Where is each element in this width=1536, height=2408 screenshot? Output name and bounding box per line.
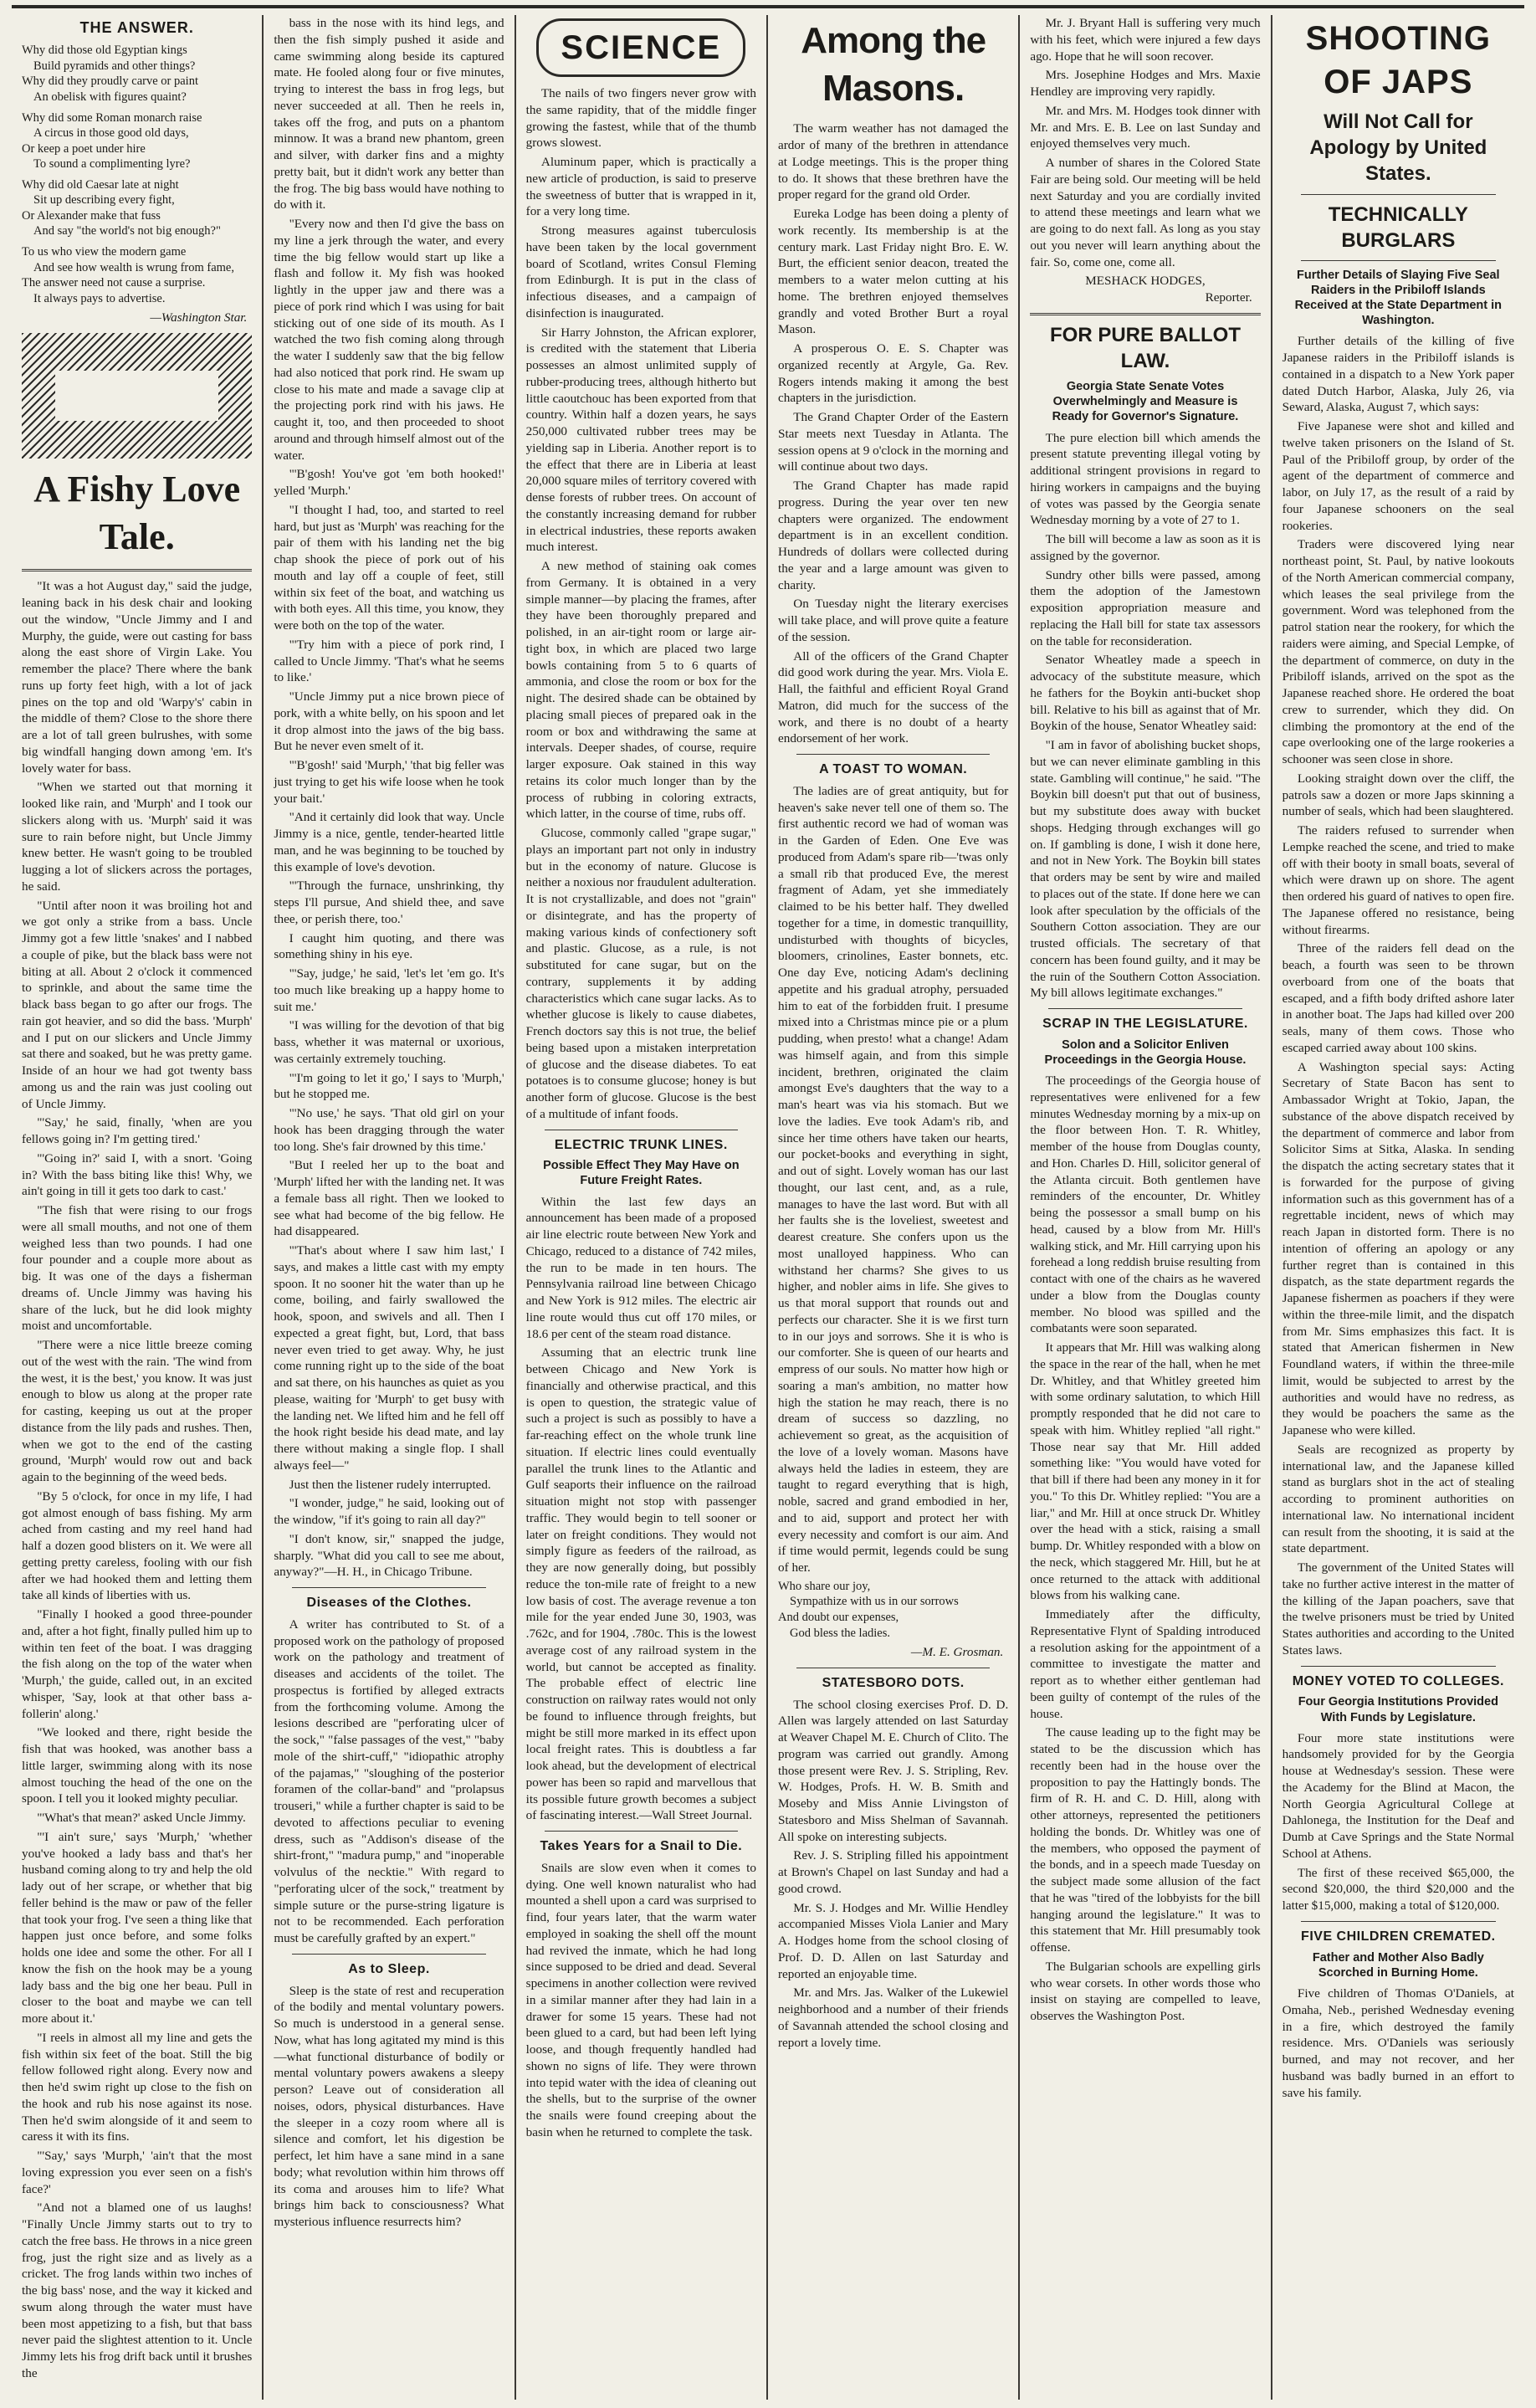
poem-line: To us who view the modern game <box>22 244 187 259</box>
paragraph: Mrs. Josephine Hodges and Mrs. Maxie Hendley are improving very rapidly. <box>1030 68 1261 99</box>
paragraph: "'Say, judge,' he said, 'let's let 'em go. It's too much like breaking up a happy home to suit me.' <box>274 966 504 1014</box>
scrap-body <box>1030 1073 1260 2025</box>
paragraph: Traders were discovered lying near northeast point, St. Paul, by native lookouts of the North American commercial company, which leases the seal privilege from the government. Word was telephoned from the patrol station near the rookery, for which the raiders were aiming, and Special Lempke, of the department of commerce, on duty in the Pribiloff islands, arrived on the spot as the Japanese reached shore. He ordered the boat crew to surrender, which they did. On climbing the promontory at the end of the cape overlooking one of the large rookeries a schooner was seen close in shore. <box>1282 537 1514 767</box>
divider <box>796 754 990 755</box>
divider <box>1048 1008 1242 1009</box>
poem-line: Why did those old Egyptian kings <box>22 44 187 58</box>
masons-body <box>778 120 1008 747</box>
scrap-title: SCRAP IN THE LEGISLATURE. <box>1042 1017 1248 1031</box>
poem-line: A circus in those good old days, <box>33 126 189 141</box>
japs-title: SHOOTING OF JAPS <box>1305 20 1491 100</box>
sleep-title: As to Sleep. <box>348 1961 430 1976</box>
paragraph: Snails are slow even when it comes to dying. One well known naturalist who had mounted a shell upon a card was surprised to find, four years later, that the warm water employed in soaking the shell off the mount had revived the inmate, which he had long since supposed to be dried and dead. Several specimens in another collection were revived in a similar manner after they had lain in a drawer for some 15 years. These had not been glued to a card, but had been left lying loose, and though frequently handled had shown no signs of life. They were thrown into tepid water with the idea of cleaning out the shells, but to the surprise of the owner the snails were found creeping about the basin when he returned to complete the task. <box>525 1860 756 2139</box>
electric-trunk-body <box>526 1194 756 1825</box>
snail-body <box>526 1860 756 2141</box>
answer-byline: —Washington Star. <box>150 310 248 325</box>
paragraph: "'B'gosh!' said 'Murph,' 'that big feller was just trying to get his wife loose when he took your bait.' <box>274 758 504 806</box>
paragraph: "I was willing for the devotion of that big bass, whether it was maternal or uxorious, was certainly extremely touching. <box>274 1018 504 1066</box>
fishy-love-tale-continued <box>274 15 504 1581</box>
statesboro-title: STATESBORO DOTS. <box>822 1675 965 1690</box>
snail-title: Takes Years for a Snail to Die. <box>540 1839 743 1854</box>
paragraph: Seals are recognized as property by international law, and the Japanese killed stand as burglars shot in the act of stealing according to prominent authorities on international law. No international incident can result from the shooting, it is said at the state department. <box>1282 1442 1514 1556</box>
diseases-title: Diseases of the Clothes. <box>306 1596 472 1610</box>
paragraph: "It was a hot August day," said the judge, leaning back in his desk chair and looking out the window, "Uncle Jimmy and I and Murphy, the guide, were out casting for bass along the east shore of Virgin Lake. You remember the place? There where the bank runs up forty feet high, with a lot of jack pines on the top and old 'Warpy's' cabin in the middle of them? Close to the shore there are a lot of tall green bulrushes, with some big windfall hanging down among 'em. It's lovely water for bass. <box>22 579 253 776</box>
signature: MESHACK HODGES, <box>1085 274 1206 289</box>
paragraph: "We looked and there, right beside the fish that was hooked, was another bass a little larger, swimming along with its nose almost touching the head of the one on the spoon. I tell you it looked mighty peculiar. <box>22 1725 253 1806</box>
paragraph: The warm weather has not damaged the ardor of many of the brethren in attendance at Lodge meetings. This is the proper thing to do. It shows that these brethren have the proper regard for the grand old Order. <box>778 121 1009 202</box>
paragraph: Mr. S. J. Hodges and Mr. Willie Hendley accompanied Misses Viola Lanier and Mary A. Hodges home from the school closing of Prof. D. D. Allen on last Saturday and reported an enjoyable time. <box>778 1900 1009 1981</box>
science-header <box>526 18 756 77</box>
poem-line: An obelisk with figures quaint? <box>33 90 187 105</box>
scrap-deck: Solon and a Solicitor Enliven Proceedings in the Georgia House. <box>1044 1037 1247 1067</box>
paragraph: A new method of staining oak comes from Germany. It is obtained in a very simple manner—by placing the frames, after they have been thoroughly prepared and polished, in an air-tight room or large air-tight box, in which are placed two large bowls containing from 5 to 6 quarts of ammonia, and close the room or box for the night. The desired shade can be obtained by placing small pieces of prepared oak in the room or box and withdrawing the same at intervals. Deeper shades, of course, require larger exposure. Oak stained in this way retains its color much longer than by the process of rubbing in coloring extracts, which latter, in the course of time, rubs off. <box>525 559 756 822</box>
divider <box>545 1831 738 1832</box>
paragraph: Mr. J. Bryant Hall is suffering very much with his feet, which were injured a few days ago. Hope that he will soon recover. <box>1030 16 1261 64</box>
answer-poem <box>22 43 252 306</box>
paragraph: "'Through the furnace, unshrinking, thy steps I'll pursue, And shield thee, and save thee, or perish there, too.' <box>274 879 504 926</box>
paragraph: It appears that Mr. Hill was walking along the space in the rear of the hall, when he met Dr. Whitley, and that Whitley greeted him with some ordinary salutation, to which Hill promptly responded that he did not care to speak with him. Whitley replied "all right." Those near say that Mr. Hill added something like: "You would have voted for that bill if there had been any money in it for you." To this Dr. Whitley replied: "You are a liar," and Mr. Hill at once struck Dr. Whitley over the head with a stick, raising a small bump. Dr. Whitley responded with a blow on the neck, which staggered Mr. Hill, but he at once returned to the attack with additional blows from his walking cane. <box>1030 1340 1261 1603</box>
ballot-title: FOR PURE BALLOT LAW. <box>1049 323 1241 372</box>
electric-trunk-title: ELECTRIC TRUNK LINES. <box>554 1137 728 1152</box>
column-3 <box>516 15 768 2400</box>
columns <box>12 15 1524 2400</box>
paragraph: "'That's about where I saw him last,' I says, and makes a little cast with my empty spoon. It no sooner hit the water than up he come, boiling, and fairly swallowed the hook, spoon, and swivels and all. Then I expected a great fight, but, Lord, that bass never even tried to get away. Why, he just come running right up to the side of the boat and sat there, on his haunches as quiet as you please, waiting for 'Murph' to get busy with the landing net. We lifted him and he fell off the hook right beside his dead mate, and lay there without making a single flop. I shall always feel—" <box>274 1243 504 1473</box>
paragraph: Immediately after the difficulty, Representative Flynt of Spalding introduced a resolution asking for the appointment of a committee to investigate the matter and report as to whether either gentleman had been guilty of contempt of the rules of the house. <box>1030 1607 1261 1721</box>
toast-title: A TOAST TO WOMAN. <box>819 762 968 777</box>
sleep-body <box>274 1983 504 2231</box>
japs-body <box>1283 333 1514 1658</box>
diseases-body <box>274 1616 504 1947</box>
paragraph: The first of these received $65,000, the second $20,000, the third $20,000 and the latter $15,000, making a total of $120,000. <box>1282 1865 1514 1914</box>
paragraph: "I thought I had, too, and started to reel hard, but just as 'Murph' was reaching for the pair of them with his landing net the big chap shook the piece of pork out of his mouth and lay off a couple of feet, still within six feet of the boat, and watching us with both eyes. All this time, you know, they were both on the top of the water. <box>274 502 504 633</box>
paragraph: The proceedings of the Georgia house of representatives were enlivened for a few minutes Wednesday morning by a mix-up on the floor between Hon. T. R. Whitley, member of the house from Douglas county, and Hon. Charles D. Hill, solicitor general of the Atlanta circuit. Both gentlemen have reminders of the encounter, Dr. Whitley being the possessor a small bump on his head, caused by a blow from Mr. Hill's walking stick, and Mr. Hill carrying upon his forehead a long reddish bruise resulting from contact with one of the chairs as he wavered under a blow from the Douglas county member. No blood was spilled and the combatants were soon separated. <box>1030 1073 1261 1336</box>
poem-line: To sound a complimenting lyre? <box>33 157 191 172</box>
paragraph: "I wonder, judge," he said, looking out of the window, "if it's going to rain all day?" <box>274 1496 504 1527</box>
divider <box>1301 1666 1496 1667</box>
paragraph: On Tuesday night the literary exercises will take place, and will prove quite a feature of the session. <box>778 597 1009 644</box>
paragraph: "Every now and then I'd give the bass on my line a jerk through the water, and every time the big fellow would start up like a flash and follow it. My fish was hooked lightly in the upper jaw and there was a piece of pork rind which I was using for bait sticking out of one side of its mouth. As I watched the two fish coming along through the water I suddenly saw that the big fellow had also noticed that pork rind. He swam up close to his mate and made a savage clip at the projecting pork rind with his jaws. He caught it, too, and then proceeded to shoot around and through himself almost out of the water. <box>274 217 504 463</box>
paragraph: "'I ain't sure,' says 'Murph,' 'whether you've hooked a lady bass and that's her husband coming along to try and help the old lady out of her scrape, or whether that big feller behind is the maw or paw of the feller that took your frog. I've seen a thing like that happen just once before, and some folks holds one idee and some the other. For all I know the fish on the hook may be a young lady bass and the big one her beau. Pull in closer to the boat and maybe we can tell more about it.' <box>22 1829 253 2026</box>
money-body <box>1283 1730 1514 1914</box>
paragraph: A Washington special says: Acting Secretary of State Bacon has sent to Ambassador Wright at Tokio, Japan, the substance of the above dispatch received by the department of commerce and labor from Solicitor Sims at Sitka, Alaska. In sending the dispatch the acting secretary states that it is forwarded for the purpose of giving information such as this government has of a regrettable incident, news of which may reach Japan in distorted form. There is no intention of offering an apology or any further regret than is contained in this dispatch, as the state department regards the Japanese fishermen as poachers if they were within the three-mile limit, and the dispatch from Mr. Sims emphasizes this fact. It is stated that American fishermen in New Foundland waters, if within the three-mile limit, would be subjected to arrest by the authorities and would have no redress, as they would be poachers the same as the Japanese who were killed. <box>1282 1059 1514 1438</box>
paragraph: A number of shares in the Colored State Fair are being sold. Our meeting will be held next Saturday and you are cordially invited to attend these meetings and learn what we are going to do next fall. As long as you stay out you never will learn anything about the fair. So, come one, come all. <box>1030 156 1261 269</box>
divider <box>1301 1921 1496 1922</box>
divider <box>1301 194 1496 195</box>
column-2 <box>264 15 515 2400</box>
paragraph: Mr. and Mrs. Jas. Walker of the Lukewiel neighborhood and a number of their friends of Savannah attended the school closing and report a lovely time. <box>778 1985 1009 2050</box>
poem-line: Why did they proudly carve or paint <box>22 74 198 89</box>
paragraph: The pure election bill which amends the present statute preventing illegal voting by additional stringent provisions in regard to hiring workers in campaigns and the buying of votes was passed by the Georgia senate Wednesday morning by a vote of 27 to 1. <box>1030 430 1261 528</box>
paragraph: Mr. and Mrs. M. Hodges took dinner with Mr. and Mrs. E. B. Lee on last Sunday and enjoyed themselves very much. <box>1030 103 1261 151</box>
paragraph: "'Say,' he said, finally, 'when are you fellows going in? I'm getting tired.' <box>22 1115 253 1147</box>
divider <box>292 1587 485 1588</box>
money-deck: Four Georgia Institutions Provided With Funds by Legislature. <box>1298 1695 1498 1724</box>
paragraph: "'Say,' says 'Murph,' 'ain't that the most loving expression you ever seen on a fish's face?' <box>22 2149 253 2196</box>
paragraph: Three of the raiders fell dead on the beach, a fourth was seen to be thrown overboard from one of the boats that escaped, and a fifth body drifted ashore later in another boat. The Japs had killed over 200 seals, many of them cows. Those who escaped carried away about 100 skins. <box>1282 941 1514 1055</box>
paragraph: A writer has contributed to St. of a proposed work on the pathology of proposed work on the pathology and treatment of diseases and accidents of the toilet. The prospectus is fortified by alleged extracts from the forthcoming volume. Among the lesions described are "perforating ulcer of the sock," "false passages of the vest," "baby mole of the shirt-cuff," "idiopathic atrophy of the pajamas," "sloughing of the posterior foramen of the collar-band" and "prolapsus trouseri," while a further chapter is said to be devoted to affections peculiar to evening dress, such as "Addison's disease of the shirt-front," "madura pump," and "inoperable volvulus of the necktie." With regard to "perforating ulcer of the sock," treatment by simple suture or the purse-string ligature is not to be recommended. Each perforation must be carefully grafted by an expert." <box>274 1616 504 1946</box>
japs-subtitle-2: TECHNICALLY BURGLARS <box>1328 202 1468 252</box>
paragraph: "Uncle Jimmy put a nice brown piece of pork, with a white belly, on his spoon and let it drop almost into the jaws of the big bass. But he never even smelt of it. <box>274 689 504 754</box>
paragraph: Senator Wheatley made a speech in advocacy of the substitute measure, which he fathers for the Boykin anti-bucket shop bill. Relative to his bill as against that of Mr. Boykin of the house, Senator Wheatley said: <box>1030 653 1261 734</box>
decorative-hatch-divider <box>22 333 252 459</box>
poem-line: And say "the world's not big enough?" <box>33 224 221 238</box>
paragraph: "And not a blamed one of us laughs! "Finally Uncle Jimmy starts out to try to catch the free bass. He throws in a nice green frog, just the right size and as lively as a cricket. The frog lands within two inches of the big bass' nose, and the way it kicked and swum along through the water must have been most appetizing to a fish, but that bass never paid the slightest attention to it. Uncle Jimmy lets his frog drift back until it brushes the <box>22 2201 253 2380</box>
poem-line: Sympathize with us in our sorrows <box>790 1595 959 1609</box>
poem-line: Build pyramids and other things? <box>33 59 196 73</box>
poem-line: Who share our joy, <box>778 1579 871 1593</box>
paragraph: Looking straight down over the cliff, the patrols saw a dozen or more Japs skinning a number of seals, which had been slaughtered. <box>1282 771 1514 819</box>
top-rule <box>12 5 1524 8</box>
paragraph: The Grand Chapter Order of the Eastern Star meets next Tuesday in Atlanta. The session opens at 9 o'clock in the morning and will continue about two days. <box>778 410 1009 474</box>
children-body <box>1283 1985 1514 2101</box>
paragraph: The government of the United States will take no further active interest in the matter of the killing of the Japan poachers, save that the twelve prisoners must be tried by United States authorities and according to the United States laws. <box>1282 1560 1514 1657</box>
paragraph: The cause leading up to the fight may be stated to be the discussion which has recently been had in the house over the proposition to pay the Hattingly bonds. The firm of R. H. and C. D. Hill, along with other attorneys, represented the petitioners holding the bonds. Dr. Whitley was one of the members, who opposed the payment of the bonds, and in a speech made Tuesday on the subject made some allusion of the fact that he was "tired of the lobbyists for the bill hanging around the legislature." It was to this statement that Mr. Hill presumably took offense. <box>1030 1725 1261 1955</box>
statesboro-continued <box>1030 15 1260 270</box>
poem-line: Why did some Roman monarch raise <box>22 110 202 125</box>
children-deck: Father and Mother Also Badly Scorched in Burning Home. <box>1312 1950 1484 1980</box>
paragraph: Sleep is the state of rest and recuperation of the bodily and mental voluntary powers. So much is understood in a general sense. Now, what has long agitated my mind is this—what functional disturbance of bodily or mental voluntary powers awakens a sleepy person? Leave out of consideration all noises, odors, physical disturbances. Have the sleeper in a cozy room where all is silence and comfort, let his digestion be perfect, let him have a sane mind in a sane body; what revolution within him throws off its coma and arouses him to life? What brings him back to consciousness? What mysterious influence resurrects him? <box>274 1983 504 2230</box>
paragraph: "Until after noon it was broiling hot and we got only a strike from a bass. Uncle Jimmy got a few little 'snakes' and I nabbed a couple of pike, but the black bass were not biting at all. About 2 o'clock it commenced to sprinkle, and about the same time the black bass began to go after our frogs. The rain got heavier, and so did the bass. 'Murph' and I put on our slickers and Uncle Jimmy sat there and soaked, but he was pretty game. Inside of an hour we had got twenty bass among us and the rain was just cooling out of Uncle Jimmy. <box>22 898 253 1111</box>
paragraph: Five children of Thomas O'Daniels, at Omaha, Neb., perished Wednesday evening in a fire, which destroyed the family residence. Mrs. O'Daniels was seriously burned, and may not recover, and her husband was badly burned in an effort to save his family. <box>1282 1986 1514 2100</box>
paragraph: Eureka Lodge has been doing a plenty of work recently. Its membership is at the century mark. Last Friday night Bro. E. W. Burt, the efficient senior deacon, treated the members to a water melon cutting at his home. The brethren enjoyed themselves grandly and voted Brother Burt a royal Mason. <box>778 207 1009 337</box>
paragraph: Within the last few days an announcement has been made of a proposed air line electric route between New York and Chicago, reduced to a distance of 742 miles, the run to be made in ten hours. The Pennsylvania railroad line between Chicago and New York is 912 miles. The electric air line route would thus cut off 170 miles, or 18.6 per cent of the steam road distance. <box>525 1194 756 1341</box>
paragraph: Assuming that an electric trunk line between Chicago and New York is financially and otherwise practical, and this is open to question, the strategic value of such a project is such as possibly to have a far-reaching effect on the whole trunk line situation. If electric lines could eventually parallel the trunk lines to the Atlantic and Gulf seaports their influence on the railroad situation might not stop with passenger traffic. They would begin to tell sooner or later on freight conditions. They would not simply figure as feeders of the railroad, as they are now generally doing, but possibly reduce the ton-mile rate of freight to a new low basis of cost. The average revenue a ton mile for the year ended June 30, 1903, was .762c, and for 1904, .780c. This is the lowest average cost of any railroad system in the world, but cannot be accepted as finality. The probable effect of electric line construction on railway rates would not only be found to influence through freights, but might be still more marked in its effect upon local freight rates. This is doubtless a far look ahead, but the development of electrical power has been so rapid and marvellous that its possible future growth becomes a subject of fascinating interest.—Wall Street Journal. <box>525 1345 756 1823</box>
paragraph: "'Try him with a piece of pork rind, I called to Uncle Jimmy. 'That's what he seems to like.' <box>274 637 504 685</box>
column-1 <box>12 15 264 2400</box>
japs-deck: Further Details of Slaying Five Seal Raiders in the Pribiloff Islands Received at the State Department in Washington. <box>1294 268 1503 328</box>
poem-line: God bless the ladies. <box>790 1626 891 1640</box>
divider <box>1030 313 1260 315</box>
poem-line: Sit up describing every fight, <box>33 193 175 207</box>
poem-line: It always pays to advertise. <box>33 291 166 305</box>
paragraph: "'What's that mean?' asked Uncle Jimmy. <box>37 1811 246 1826</box>
ballot-body <box>1030 430 1260 1002</box>
paragraph: "'No use,' he says. 'That old girl on your hook has been dragging through the water too long. She's fair drowned by this time.' <box>274 1106 504 1154</box>
divider <box>1301 260 1496 261</box>
poem-line: Why did old Caesar late at night <box>22 177 179 192</box>
paragraph: Aluminum paper, which is practically a new article of production, is said to preserve the sweetness of butter that is wrapped in it, for a very long time. <box>525 155 756 219</box>
paragraph: The school closing exercises Prof. D. D. Allen was largely attended on last Saturday at Weaver Chapel M. E. Church of Clito. The program was carried out grandly. Among those present were Rev. J. S. Stripling, Rev. W. Hodges, Profs. H. W. B. Smith and Moseby and Miss Annie Livingston of Statesboro and Miss Shelman of Savannah. All spoke on interesting subjects. <box>778 1697 1009 1844</box>
poem-line: Or Alexander make that fuss <box>22 208 161 223</box>
paragraph: I caught him quoting, and there was something shiny in his eye. <box>274 930 504 962</box>
paragraph: Just then the listener rudely interrupted. <box>289 1477 491 1492</box>
poem-line: Or keep a poet under hire <box>22 141 146 156</box>
paragraph: A prosperous O. E. S. Chapter was organized recently at Argyle, Ga. Rev. Rogers intends making it among the best chapters in the jurisdiction. <box>778 341 1009 406</box>
paragraph: "I don't know, sir," snapped the judge, sharply. "What did you call to see me about, anyway?"—H. H., in Chicago Tribune. <box>274 1531 504 1580</box>
paragraph: Four more state institutions were handsomely provided for by the Georgia house at Wednesday's session. These were the Academy for the Blind at Macon, the North Georgia Agricultural College at Dahlonega, the Institution for the Deaf and Dumb at Cave Springs and the State Normal School at Athens. <box>1282 1730 1514 1861</box>
paragraph: "The fish that were rising to our frogs were all small mouths, and not one of them weighed less than two pounds. I had one four pounder and a couple more about as big. It was one of the days a fisherman dreams of. Uncle Jimmy was having his share of the luck, but he did look mighty moist and uncomfortable. <box>22 1203 253 1334</box>
ballot-deck: Georgia State Senate Votes Overwhelmingly and Measure is Ready for Governor's Signature. <box>1052 380 1239 424</box>
paragraph: "But I reeled her up to the boat and 'Murph' lifted her with the landing net. It was a female bass all right. Then we looked to see what had become of the big fellow. He had disappeared. <box>274 1158 504 1239</box>
paragraph: Strong measures against tuberculosis have been taken by the local government board of Scotland, writes Consul Fleming from Edinburgh. It is put in the class of infectious diseases, and a campaign of disinfection is inaugurated. <box>525 223 756 320</box>
signature-role: Reporter. <box>1205 290 1252 305</box>
paragraph: Further details of the killing of five Japanese raiders in the Pribiloff islands is contained in a dispatch to a New York paper dated Dutch Harbor, Alaska, July 26, via Seward, Alaska, August 7, which says: <box>1282 334 1514 415</box>
column-4 <box>768 15 1020 2400</box>
fishy-love-tale-body <box>22 578 252 2381</box>
money-title: MONEY VOTED TO COLLEGES. <box>1292 1673 1504 1688</box>
paragraph: All of the officers of the Grand Chapter did good work during the year. Mrs. Viola E. Hall, the faithful and efficient Royal Grand Matron, did much for the success of the work, and there is no doubt of a hearty endorsement of her work. <box>778 648 1009 746</box>
paragraph: Sundry other bills were passed, among them the adoption of the Jamestown exposition appropriation measure and replacing the Hall bill for state tax assessors on the table for reconsideration. <box>1030 567 1261 648</box>
electric-trunk-deck: Possible Effect They May Have on Future Freight Rates. <box>543 1159 740 1188</box>
toast-poem <box>778 1579 1008 1641</box>
science-title: SCIENCE <box>536 18 745 77</box>
toast-byline: —M. E. Grosman. <box>910 1645 1004 1660</box>
paragraph: Sir Harry Johnston, the African explorer, is credited with the statement that Liberia possesses an almost unlimited supply of rubber-producing trees, although hitherto but little caoutchouc has been exported from that country. Within half a dozen years, he says 250,000 cultivated rubber trees may be yielding sap in Liberia. Another report is to the effect that there are in Liberia at least 20,000 square miles of territory covered with dense forests of rubber trees. On account of the constantly increasing demand for rubber in electrical industries, these reports awaken much interest. <box>525 325 756 555</box>
paragraph: Five Japanese were shot and killed and twelve taken prisoners on the Island of St. Paul of the Pribiloff group, by order of the agent of the department of commerce and labor, on July 17, as the result of a raid by four Japanese schooners on the seal rookeries. <box>1282 419 1514 533</box>
paragraph: "There were a nice little breeze coming out of the west with the rain. 'The wind from the west, it is the best,' you know. It was just enough to blow us along at the proper rate for casting, keeping us out at the proper distance from the lily pads and rushes. Then, when we got to the end of the casting ground, 'Murph' would row out and back again to the beginning of the weed beds. <box>22 1338 253 1485</box>
paragraph: The nails of two fingers never grow with the same rapidity, that of the middle finger growing the fastest, while that of the thumb grows slowest. <box>525 86 756 151</box>
poem-line: And doubt our expenses, <box>778 1611 899 1625</box>
answer-title: THE ANSWER. <box>79 19 194 36</box>
paragraph: The bill will become a law as soon as it is assigned by the governor. <box>1030 532 1261 563</box>
paragraph: "I reels in almost all my line and gets the fish within six feet of the boat. Still the big fellow followed right along. Every now and then he'd swim right up close to the fish on the hook and rub his nose against its nose. Then he'd swim alongside of it and seem to caress it with its fins. <box>22 2030 253 2144</box>
paragraph: Glucose, commonly called "grape sugar," plays an important part not only in industry but in the economy of nature. Glucose is neither a noxious nor fraudulent adulteration. It is not crystallizable, and does not "grain" or disintegrate, and has the property of making various kinds of confectionery soft and plastic. Glucose, as a rule, is not substituted for cane sugar, but on the contrary, supplements it by adding characteristics which cane sugar lacks. As to whether glucose is likely to cause diabetes, French doctors say this is not true, the belief being based upon a mistaken interpretation of glucose and the disease diabetes. To eat potatoes is to consume glucose; honey is but another form of glucose. Glucose is the best of a multitude of infant foods. <box>525 826 756 1121</box>
paragraph: The ladies are of great antiquity, but for heaven's sake never tell one of them so. The first authentic record we had of woman was in the Garden of Eden. One Eve was produced from Adam's spare rib—'twas only a small rib that produced Eve, the merest fragment of Adam, yet she immediately claimed to be his better half. They dwelled together for a time, in domestic tranquillity, undisturbed with thoughts of bicycles, bloomers, crinolines, Easter bonnets, etc. One day Eve, noticing Adam's declining appetite and his gradual atrophy, persuaded him to eat of the forbidden fruit. I presume mixed into a Christmas mince pie or a plum pudding, when presto! what a change! Adam was himself again, and from this simple incident, brethren, originated the claim amongst Eve's daughters that the way to a man's heart was via his stomach. But we love the ladies. Eve took Adam's rib, and since her time others have taken our hearts, our pocket-books and everything in sight, and out of sight. Lovely woman has our last thought, our last cent, and, as a rule, manages to have the last word. But with all her faults she is the loveliest, sweetest and dearest creature. She confers upon us the most unalloyed happiness. Who can withstand her charms? She gives to us higher, and nobler aims in life. She gives to us that moral support that rounds out and perfects our character. She it is we first turn to in our joys and sorrows. She it is who is our comforter. She is queen of our hearts and empress of our souls. No matter how high or soaring a man's ambition, no matter how high the station he may reach, there is no dream of success so dazzling, no achievement so great, as the acquisition of the love of a lovely woman. Masons have always held the ladies in esteem, they are taught to regard everything that is high, noble, sacred and grand embodied in her, and to aid, support and protect her with every necessity and comfort is our aim. And if time would permit, legends could be sung of her. <box>778 783 1009 1575</box>
children-title: FIVE CHILDREN CREMATED. <box>1301 1929 1496 1944</box>
science-body <box>526 85 756 1123</box>
divider <box>22 569 252 571</box>
paragraph: The Grand Chapter has made rapid progress. During the year over ten new chapters were organized. The endowment department is in an excellent condition. Hundreds of dollars were collected during the year and a large amount was given to charity. <box>778 479 1009 592</box>
paragraph: Rev. J. S. Stripling filled his appointment at Brown's Chapel on last Sunday and had a good crowd. <box>778 1848 1009 1896</box>
paragraph: "And it certainly did look that way. Uncle Jimmy is a nice, gentle, tender-hearted little man, and he was beginning to be touched by this example of love's devotion. <box>274 810 504 874</box>
fishy-love-tale-title: A Fishy Love Tale. <box>33 468 241 558</box>
poem-line: And see how wealth is wrung from fame, <box>33 260 234 274</box>
poem-line: The answer need not cause a surprise. <box>22 276 206 290</box>
paragraph: "'B'gosh! You've got 'em both hooked!' yelled 'Murph.' <box>274 467 504 498</box>
paragraph: "'Going in?' said I, with a snort. 'Going in? With the bass biting like this! Why, we ain't going in till it gets too dark to cast.' <box>22 1150 253 1199</box>
japs-subtitle: Will Not Call for Apology by United States. <box>1309 110 1487 186</box>
paragraph: The Bulgarian schools are expelling girls who wear corsets. In other words those who insist on staying are compelled to leave, observes the Washington Post. <box>1030 1959 1261 2024</box>
paragraph: "'I'm going to let it go,' I says to 'Murph,' but he stopped me. <box>274 1070 504 1102</box>
paragraph: The raiders refused to surrender when Lempke reached the scene, and tried to make off with their booty in small boats, several of which were drawn up on shore. The agent then ordered his guard of natives to open fire. The Japanese offered no resistance, being without firearms. <box>1282 823 1514 937</box>
toast-body <box>778 783 1008 1576</box>
paragraph: "I am in favor of abolishing bucket shops, but we can never eliminate gambling in this state. Gambling will continue," he said. "The Boykin bill doesn't put that out of business, but my substitute does away with bucket shops. Hedging through exchanges will go on. If gambling is done, I wish it done here, and not in New York. The Boykin bill states that orders may be sent by wire and mailed to places out of the state. If done here we can look after speculation by the officials of the Southern Cotton association. They are our trusted officials. The secretary of that concern has been found guilty, and it may be the ruin of the Southern Cotton Association. My bill allows legitimate exchanges." <box>1030 738 1261 1001</box>
paragraph: bass in the nose with its hind legs, and then the fish simply pushed it aside and came swimming along beside its captured mate. He fooled along four or five minutes, trying to interest the bass in frog legs, but never succeeded at all. Then he reels in, takes off the frog, and puts on a phantom minnow. It was a brand new phantom, green and silver, with darker fins and a mighty pretty bait, but it didn't work any better than the frog. The big bass would have nothing to do with it. <box>274 16 504 213</box>
paragraph: "By 5 o'clock, for once in my life, I had got almost enough of bass fishing. My arm ached from casting and my reel hand had half a dozen good blisters on it. We were all getting pretty careless, fooling with our fish after we had hooked them and letting them take all kinds of liberties with us. <box>22 1488 253 1603</box>
divider <box>292 1954 485 1955</box>
column-6 <box>1272 15 1524 2400</box>
statesboro-body <box>778 1697 1008 2052</box>
masons-title: Among the Masons. <box>801 20 986 110</box>
column-5 <box>1020 15 1272 2400</box>
paragraph: "When we started out that morning it looked like rain, and 'Murph' and I took our slickers along with us. 'Murph' said it was sure to rain before night, but Uncle Jimmy knew better. He wasn't going to be troubled lugging a lot of slickers across the portages, he said. <box>22 780 253 894</box>
paragraph: "Finally I hooked a good three-pounder and, after a hot fight, finally pulled him up to within ten feet of the boat. I was dragging the fish along on the top of the water when 'Murph,' the guide, called out, in an excited whisper, 'Say, look at that other bass a-follerin' along.' <box>22 1607 253 1721</box>
